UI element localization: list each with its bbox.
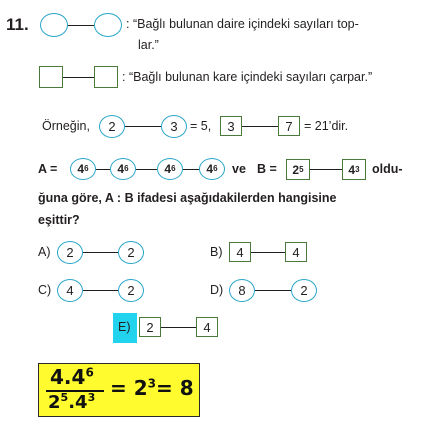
a-node-2: 4 6 bbox=[110, 158, 136, 180]
option-a-circle-2[interactable]: 2 bbox=[118, 241, 144, 264]
b-connector bbox=[310, 169, 342, 170]
option-b-label[interactable]: B) bbox=[210, 245, 223, 259]
option-c-label[interactable]: C) bbox=[38, 283, 52, 297]
a-node-4: 4 6 bbox=[199, 158, 225, 180]
a-connector-3 bbox=[183, 169, 199, 170]
solution-numerator: $4.4^6$ bbox=[50, 365, 94, 389]
option-b-square-1[interactable]: 4 bbox=[229, 242, 251, 262]
example-circle-1: 2 bbox=[99, 115, 125, 138]
option-e-square-1[interactable]: 2 bbox=[139, 317, 161, 337]
option-e-square-2[interactable]: 4 bbox=[196, 317, 218, 337]
option-a-circle-1[interactable]: 2 bbox=[57, 241, 83, 264]
ve-text: ve bbox=[232, 162, 246, 176]
example-prefix: Örneğin, bbox=[42, 119, 90, 133]
stem-line-3: eşittir? bbox=[38, 213, 80, 227]
solution-denominator: $2^5.4^3$ bbox=[48, 391, 96, 413]
option-a-connector bbox=[83, 252, 118, 253]
a-label: A = bbox=[38, 162, 58, 176]
example-square-result: = 21’dir. bbox=[304, 119, 349, 133]
option-d-circle-1[interactable]: 8 bbox=[229, 279, 255, 302]
option-c-circle-2[interactable]: 2 bbox=[118, 279, 144, 302]
definition-circle-text-line1: : “Bağlı bulunan daire içindeki sayıları top- bbox=[126, 17, 359, 31]
option-c-circle-1[interactable]: 4 bbox=[57, 279, 83, 302]
example-square-2: 7 bbox=[278, 116, 300, 136]
question-number: 11. bbox=[6, 15, 29, 34]
option-d-label[interactable]: D) bbox=[210, 283, 224, 297]
option-b-connector bbox=[251, 252, 285, 253]
option-e-connector bbox=[161, 327, 196, 328]
solution-result: = $2^3= 8$ bbox=[110, 376, 194, 400]
a-connector-1 bbox=[96, 169, 110, 170]
example-circle-2: 3 bbox=[161, 115, 187, 138]
definition-square-left bbox=[39, 66, 63, 88]
b-node-2: 4 3 bbox=[342, 159, 366, 180]
option-e-label[interactable]: E) bbox=[118, 320, 131, 334]
example-circle-connector bbox=[125, 126, 161, 127]
b-node-1: 2 5 bbox=[286, 159, 310, 180]
definition-square-connector bbox=[63, 77, 94, 78]
definition-circle-right bbox=[94, 13, 122, 37]
option-a-label[interactable]: A) bbox=[38, 245, 51, 259]
option-d-circle-2[interactable]: 2 bbox=[291, 279, 317, 302]
definition-circle-left bbox=[40, 13, 68, 37]
a-connector-2 bbox=[136, 169, 157, 170]
stem-line-2: ğuna göre, A : B ifadesi aşağıdakilerden hangisine bbox=[38, 191, 337, 205]
stem-tail: oldu- bbox=[372, 162, 403, 176]
definition-square-right bbox=[94, 66, 118, 88]
example-square-connector bbox=[242, 126, 278, 127]
example-circle-result: = 5, bbox=[190, 119, 212, 133]
a-node-1: 4 6 bbox=[70, 158, 96, 180]
example-square-1: 3 bbox=[220, 116, 242, 136]
a-node-3: 4 6 bbox=[157, 158, 183, 180]
definition-circle-connector bbox=[68, 25, 94, 26]
definition-square-text: : “Bağlı bulunan kare içindeki sayıları çarpar.” bbox=[122, 70, 373, 84]
b-label: B = bbox=[257, 162, 277, 176]
option-d-connector bbox=[255, 290, 291, 291]
option-c-connector bbox=[83, 290, 118, 291]
option-b-square-2[interactable]: 4 bbox=[285, 242, 307, 262]
definition-circle-text-line2: lar.” bbox=[138, 38, 159, 52]
